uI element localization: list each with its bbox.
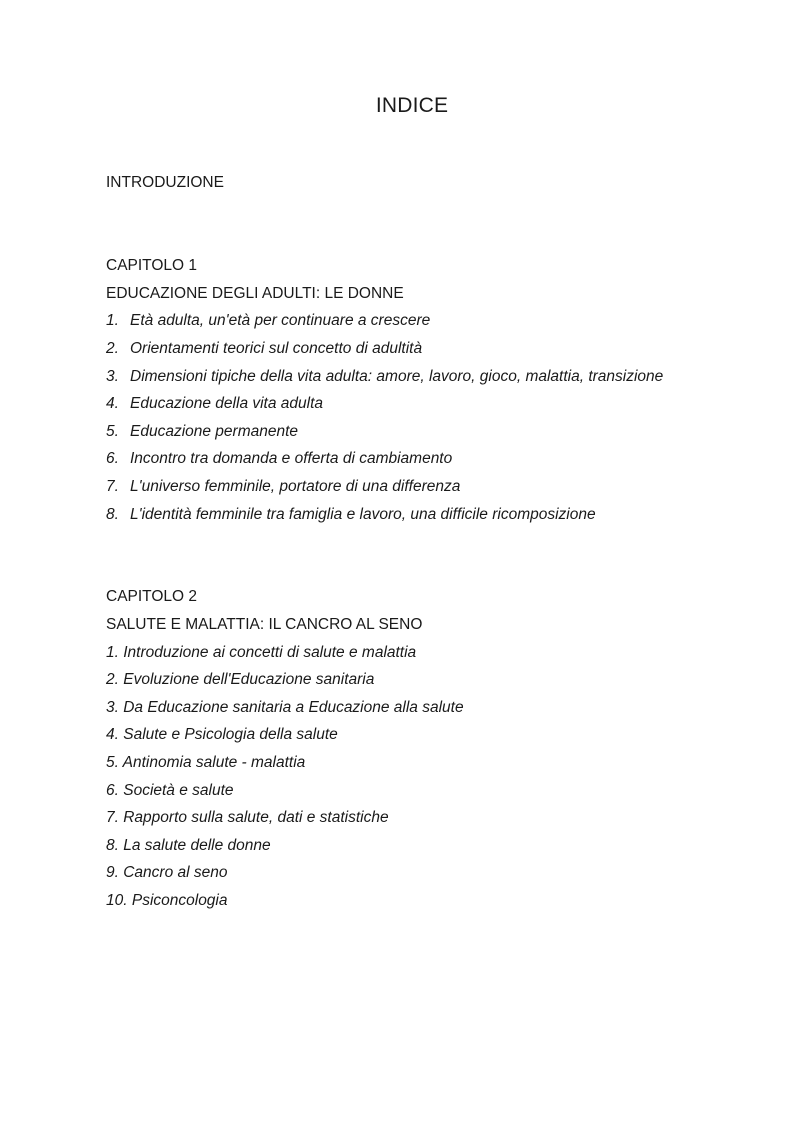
chapter1-heading: EDUCAZIONE DEGLI ADULTI: LE DONNE bbox=[106, 285, 404, 302]
chapter2-item: 6. Società e salute bbox=[106, 782, 234, 799]
chapter1-item-text: Età adulta, un'età per continuare a crescere bbox=[130, 312, 431, 329]
chapter2-heading: SALUTE E MALATTIA: IL CANCRO AL SENO bbox=[106, 616, 423, 633]
chapter2-item: 7. Rapporto sulla salute, dati e statistiche bbox=[106, 809, 389, 826]
chapter2-item: 5. Antinomia salute - malattia bbox=[106, 754, 306, 771]
chapter1-item-number: 2. bbox=[106, 340, 119, 357]
chapter2-item: 3. Da Educazione sanitaria a Educazione alla salute bbox=[106, 699, 464, 716]
chapter1-item-number: 1. bbox=[106, 312, 119, 329]
chapter1-item-text: Orientamenti teorici sul concetto di adultità bbox=[130, 340, 423, 357]
chapter2-item: 10. Psiconcologia bbox=[106, 892, 228, 909]
chapter2-item: 2. Evoluzione dell'Educazione sanitaria bbox=[106, 671, 375, 688]
chapter1-item bbox=[106, 505, 596, 525]
chapter1-item-number: 4. bbox=[106, 395, 119, 412]
chapter1-item bbox=[106, 449, 452, 469]
chapter1-item bbox=[106, 367, 663, 387]
chapter1-item-number: 3. bbox=[106, 368, 119, 385]
chapter1-item bbox=[106, 339, 422, 359]
chapter1-item-number: 6. bbox=[106, 450, 119, 467]
chapter1-item-text: L'identità femminile tra famiglia e lavoro, una difficile ricomposizione bbox=[130, 506, 596, 523]
chapter1-item-number: 7. bbox=[106, 478, 119, 495]
chapter1-item bbox=[106, 394, 323, 414]
chapter1-item-text: Dimensioni tipiche della vita adulta: amore, lavoro, gioco, malattia, transizione bbox=[130, 368, 664, 385]
chapter2-label: CAPITOLO 2 bbox=[106, 588, 198, 605]
chapter2-item: 4. Salute e Psicologia della salute bbox=[106, 726, 338, 743]
chapter2-item: 8. La salute delle donne bbox=[106, 837, 271, 854]
chapter1-item-text: Educazione della vita adulta bbox=[130, 395, 324, 412]
chapter1-item-text: Educazione permanente bbox=[130, 423, 299, 440]
chapter1-item bbox=[106, 422, 298, 442]
chapter1-item-text: L'universo femminile, portatore di una differenza bbox=[130, 478, 461, 495]
chapter2-item: 1. Introduzione ai concetti di salute e malattia bbox=[106, 644, 417, 661]
introduction-heading: INTRODUZIONE bbox=[106, 174, 224, 191]
page-title: INDICE bbox=[375, 94, 449, 117]
chapter1-item-number: 5. bbox=[106, 423, 119, 440]
chapter1-item-number: 8. bbox=[106, 506, 119, 523]
chapter1-item bbox=[106, 477, 460, 497]
chapter1-item bbox=[106, 311, 430, 331]
chapter1-item-text: Incontro tra domanda e offerta di cambiamento bbox=[130, 450, 453, 467]
chapter2-item: 9. Cancro al seno bbox=[106, 864, 228, 881]
chapter1-label: CAPITOLO 1 bbox=[106, 257, 198, 274]
